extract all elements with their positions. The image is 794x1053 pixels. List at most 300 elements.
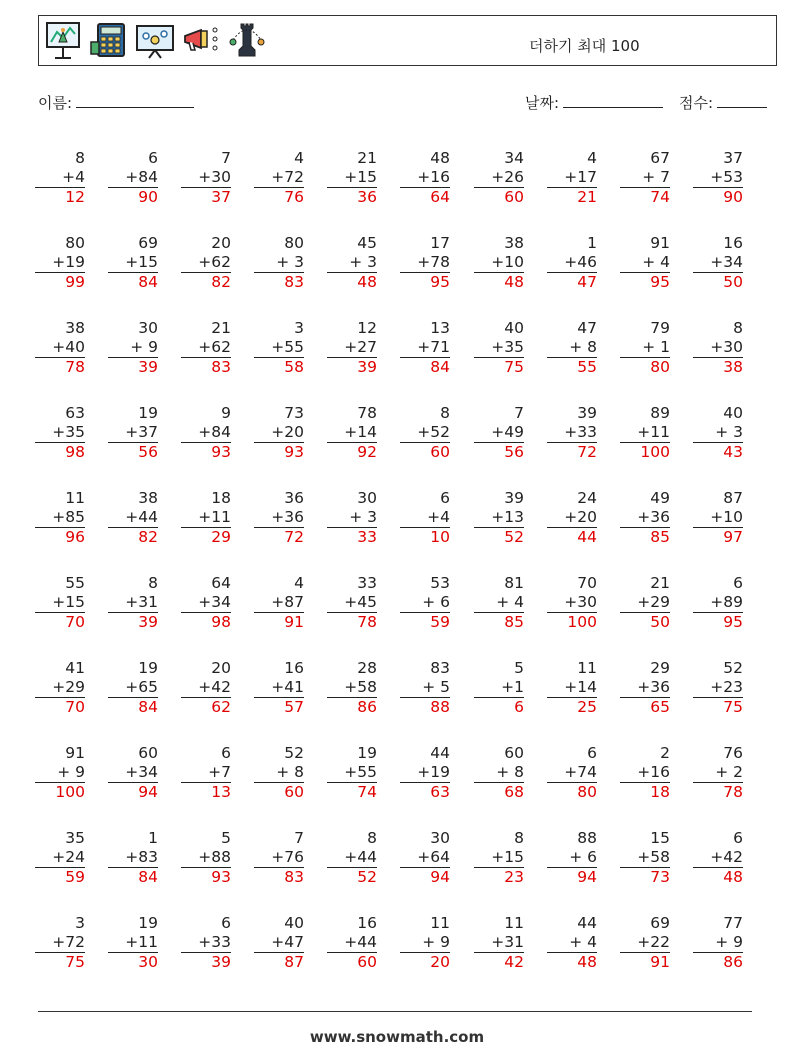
second-addend: +89 [710, 593, 743, 611]
answer: 95 [400, 272, 450, 292]
second-addend: + 3 [715, 423, 743, 441]
first-addend: 34 [504, 149, 524, 167]
score-field [679, 92, 767, 113]
second-addend: +15 [344, 168, 377, 186]
first-addend: 38 [504, 234, 524, 252]
addition-problem [693, 659, 743, 717]
first-addend: 41 [65, 659, 85, 677]
answer: 92 [327, 442, 377, 462]
footer-divider [38, 1011, 752, 1012]
second-addend: +36 [637, 508, 670, 526]
second-addend: +30 [564, 593, 597, 611]
first-addend: 1 [148, 829, 158, 847]
second-addend: + 3 [349, 253, 377, 271]
first-addend: 88 [577, 829, 597, 847]
answer: 90 [693, 187, 743, 207]
second-addend: +34 [198, 593, 231, 611]
addition-problem [35, 829, 85, 887]
answer: 100 [620, 442, 670, 462]
second-addend: +72 [52, 933, 85, 951]
second-addend: +74 [564, 763, 597, 781]
answer: 57 [254, 697, 304, 717]
second-addend: + 5 [422, 678, 450, 696]
second-addend: +52 [417, 423, 450, 441]
addition-problem [35, 744, 85, 802]
addition-problem [35, 574, 85, 632]
second-addend: +16 [637, 763, 670, 781]
first-addend: 60 [504, 744, 524, 762]
second-addend: +36 [271, 508, 304, 526]
addition-problem [547, 489, 597, 547]
first-addend: 13 [430, 319, 450, 337]
name-field [38, 92, 194, 113]
second-addend: +17 [564, 168, 597, 186]
first-addend: 8 [440, 404, 450, 422]
answer: 94 [108, 782, 158, 802]
second-addend: + 4 [642, 253, 670, 271]
first-addend: 40 [723, 404, 743, 422]
addition-problem [254, 744, 304, 802]
addition-problem [547, 234, 597, 292]
second-addend: +34 [710, 253, 743, 271]
addition-problem [547, 319, 597, 377]
answer: 75 [693, 697, 743, 717]
addition-problem [474, 234, 524, 292]
answer: 39 [108, 612, 158, 632]
second-addend: + 9 [57, 763, 85, 781]
first-addend: 80 [65, 234, 85, 252]
second-addend: +84 [198, 423, 231, 441]
date-line [563, 92, 663, 108]
answer: 74 [620, 187, 670, 207]
first-addend: 40 [284, 914, 304, 932]
second-addend: +88 [198, 848, 231, 866]
first-addend: 38 [65, 319, 85, 337]
addition-problem [547, 744, 597, 802]
answer: 75 [474, 357, 524, 377]
answer: 95 [693, 612, 743, 632]
chess-strategy-icon [227, 20, 267, 60]
first-addend: 5 [514, 659, 524, 677]
first-addend: 69 [138, 234, 158, 252]
second-addend: +16 [417, 168, 450, 186]
answer: 60 [327, 952, 377, 972]
second-addend: +27 [344, 338, 377, 356]
addition-problem [108, 149, 158, 207]
second-addend: + 3 [349, 508, 377, 526]
addition-problem [400, 659, 450, 717]
first-addend: 73 [284, 404, 304, 422]
addition-problem [254, 489, 304, 547]
first-addend: 89 [650, 404, 670, 422]
second-addend: + 2 [715, 763, 743, 781]
addition-problem [547, 149, 597, 207]
second-addend: +35 [52, 423, 85, 441]
second-addend: +19 [52, 253, 85, 271]
answer: 91 [254, 612, 304, 632]
second-addend: +20 [271, 423, 304, 441]
second-addend: + 1 [642, 338, 670, 356]
first-addend: 28 [357, 659, 377, 677]
first-addend: 11 [577, 659, 597, 677]
first-addend: 16 [357, 914, 377, 932]
second-addend: +11 [198, 508, 231, 526]
first-addend: 77 [723, 914, 743, 932]
first-addend: 11 [65, 489, 85, 507]
first-addend: 4 [294, 574, 304, 592]
first-addend: 11 [504, 914, 524, 932]
second-addend: +65 [125, 678, 158, 696]
second-addend: +14 [344, 423, 377, 441]
date-field [525, 92, 663, 113]
addition-problem [254, 404, 304, 462]
addition-problem [327, 659, 377, 717]
addition-problem [181, 489, 231, 547]
first-addend: 91 [65, 744, 85, 762]
second-addend: +4 [427, 508, 450, 526]
addition-problem [108, 319, 158, 377]
answer: 85 [620, 527, 670, 547]
second-addend: + 7 [642, 168, 670, 186]
second-addend: +7 [208, 763, 231, 781]
name-label: 이름: [38, 94, 73, 112]
first-addend: 7 [294, 829, 304, 847]
answer: 86 [693, 952, 743, 972]
addition-problem [181, 319, 231, 377]
answer: 100 [547, 612, 597, 632]
second-addend: +36 [637, 678, 670, 696]
answer: 58 [254, 357, 304, 377]
second-addend: +85 [52, 508, 85, 526]
second-addend: +15 [125, 253, 158, 271]
addition-problem [620, 149, 670, 207]
addition-problem [400, 744, 450, 802]
first-addend: 6 [148, 149, 158, 167]
addition-problem [181, 404, 231, 462]
answer: 37 [181, 187, 231, 207]
answer: 29 [181, 527, 231, 547]
footer-site: www.snowmath.com [309, 1028, 485, 1046]
answer: 72 [254, 527, 304, 547]
answer: 48 [474, 272, 524, 292]
answer: 48 [693, 867, 743, 887]
addition-problem [620, 829, 670, 887]
second-addend: +13 [491, 508, 524, 526]
second-addend: +10 [491, 253, 524, 271]
first-addend: 48 [430, 149, 450, 167]
answer: 63 [400, 782, 450, 802]
first-addend: 52 [723, 659, 743, 677]
answer: 55 [547, 357, 597, 377]
first-addend: 44 [577, 914, 597, 932]
second-addend: +24 [52, 848, 85, 866]
answer: 100 [35, 782, 85, 802]
addition-problem [400, 914, 450, 972]
addition-problem [693, 489, 743, 547]
answer: 86 [327, 697, 377, 717]
answer: 73 [620, 867, 670, 887]
answer: 84 [108, 867, 158, 887]
addition-problem [181, 574, 231, 632]
first-addend: 8 [75, 149, 85, 167]
answer: 98 [181, 612, 231, 632]
addition-problem [108, 574, 158, 632]
answer: 50 [620, 612, 670, 632]
first-addend: 3 [294, 319, 304, 337]
first-addend: 19 [357, 744, 377, 762]
second-addend: +23 [710, 678, 743, 696]
answer: 48 [327, 272, 377, 292]
addition-problem [254, 574, 304, 632]
first-addend: 15 [650, 829, 670, 847]
first-addend: 44 [430, 744, 450, 762]
second-addend: + 6 [569, 848, 597, 866]
addition-problem [620, 234, 670, 292]
first-addend: 78 [357, 404, 377, 422]
addition-problem [327, 744, 377, 802]
first-addend: 29 [650, 659, 670, 677]
answer: 64 [400, 187, 450, 207]
addition-problem [35, 234, 85, 292]
answer: 52 [327, 867, 377, 887]
answer: 59 [400, 612, 450, 632]
addition-problem [254, 829, 304, 887]
answer: 60 [254, 782, 304, 802]
addition-problem [108, 234, 158, 292]
second-addend: +64 [417, 848, 450, 866]
answer: 65 [620, 697, 670, 717]
first-addend: 55 [65, 574, 85, 592]
first-addend: 39 [504, 489, 524, 507]
second-addend: +44 [125, 508, 158, 526]
header-box [38, 15, 777, 66]
answer: 18 [620, 782, 670, 802]
second-addend: + 6 [422, 593, 450, 611]
second-addend: +62 [198, 253, 231, 271]
score-line [717, 92, 767, 108]
answer: 93 [181, 442, 231, 462]
addition-problem [108, 489, 158, 547]
second-addend: +11 [637, 423, 670, 441]
first-addend: 20 [211, 659, 231, 677]
first-addend: 19 [138, 914, 158, 932]
first-addend: 64 [211, 574, 231, 592]
addition-problem [327, 489, 377, 547]
addition-problem [400, 829, 450, 887]
addition-problem [108, 829, 158, 887]
first-addend: 79 [650, 319, 670, 337]
answer: 94 [400, 867, 450, 887]
first-addend: 7 [221, 149, 231, 167]
answer: 56 [108, 442, 158, 462]
addition-problem [547, 659, 597, 717]
addition-problem [400, 149, 450, 207]
first-addend: 12 [357, 319, 377, 337]
addition-problem [620, 744, 670, 802]
worksheet-title: 더하기 최대 100 [529, 37, 640, 55]
header-icons [43, 20, 267, 60]
first-addend: 63 [65, 404, 85, 422]
name-line [76, 92, 194, 108]
answer: 78 [327, 612, 377, 632]
first-addend: 67 [650, 149, 670, 167]
second-addend: +47 [271, 933, 304, 951]
answer: 52 [474, 527, 524, 547]
second-addend: +42 [710, 848, 743, 866]
answer: 50 [693, 272, 743, 292]
answer: 39 [327, 357, 377, 377]
second-addend: +58 [637, 848, 670, 866]
answer: 36 [327, 187, 377, 207]
answer: 59 [35, 867, 85, 887]
second-addend: +29 [52, 678, 85, 696]
first-addend: 6 [221, 914, 231, 932]
answer: 48 [547, 952, 597, 972]
answer: 96 [35, 527, 85, 547]
first-addend: 4 [587, 149, 597, 167]
first-addend: 19 [138, 404, 158, 422]
answer: 43 [693, 442, 743, 462]
answer: 84 [108, 697, 158, 717]
second-addend: +53 [710, 168, 743, 186]
addition-problem [474, 319, 524, 377]
answer: 10 [400, 527, 450, 547]
addition-problem [620, 914, 670, 972]
answer: 30 [108, 952, 158, 972]
addition-problem [35, 319, 85, 377]
second-addend: +46 [564, 253, 597, 271]
answer: 42 [474, 952, 524, 972]
first-addend: 76 [723, 744, 743, 762]
second-addend: +58 [344, 678, 377, 696]
answer: 74 [327, 782, 377, 802]
addition-problem [400, 234, 450, 292]
addition-problem [327, 574, 377, 632]
second-addend: +34 [125, 763, 158, 781]
addition-problem [400, 574, 450, 632]
first-addend: 33 [357, 574, 377, 592]
addition-problem [35, 404, 85, 462]
addition-problem [474, 829, 524, 887]
first-addend: 16 [284, 659, 304, 677]
addition-problem [181, 744, 231, 802]
second-addend: +31 [125, 593, 158, 611]
second-addend: +19 [417, 763, 450, 781]
answer: 72 [547, 442, 597, 462]
first-addend: 7 [514, 404, 524, 422]
second-addend: +30 [710, 338, 743, 356]
answer: 83 [181, 357, 231, 377]
addition-problem [547, 574, 597, 632]
first-addend: 6 [440, 489, 450, 507]
addition-problem [693, 319, 743, 377]
second-addend: + 9 [422, 933, 450, 951]
first-addend: 21 [650, 574, 670, 592]
first-addend: 49 [650, 489, 670, 507]
answer: 82 [108, 527, 158, 547]
second-addend: +33 [198, 933, 231, 951]
first-addend: 30 [357, 489, 377, 507]
second-addend: +4 [62, 168, 85, 186]
presentation-board-icon [135, 20, 175, 60]
second-addend: +15 [491, 848, 524, 866]
first-addend: 21 [357, 149, 377, 167]
answer: 70 [35, 697, 85, 717]
first-addend: 70 [577, 574, 597, 592]
answer: 62 [181, 697, 231, 717]
addition-problem [400, 319, 450, 377]
addition-problem [693, 574, 743, 632]
addition-problem [254, 234, 304, 292]
addition-problem [620, 574, 670, 632]
first-addend: 39 [577, 404, 597, 422]
answer: 95 [620, 272, 670, 292]
answer: 97 [693, 527, 743, 547]
second-addend: +37 [125, 423, 158, 441]
addition-problem [327, 829, 377, 887]
addition-problem [620, 489, 670, 547]
second-addend: + 4 [496, 593, 524, 611]
second-addend: +15 [52, 593, 85, 611]
first-addend: 81 [504, 574, 524, 592]
addition-problem [474, 404, 524, 462]
addition-problem [327, 914, 377, 972]
first-addend: 53 [430, 574, 450, 592]
second-addend: +11 [125, 933, 158, 951]
first-addend: 6 [733, 829, 743, 847]
addition-problem [181, 659, 231, 717]
addition-problem [327, 404, 377, 462]
addition-problem [693, 744, 743, 802]
second-addend: + 8 [569, 338, 597, 356]
second-addend: +55 [344, 763, 377, 781]
answer: 38 [693, 357, 743, 377]
answer: 84 [400, 357, 450, 377]
answer: 99 [35, 272, 85, 292]
second-addend: +14 [564, 678, 597, 696]
addition-problem [181, 914, 231, 972]
addition-problem [474, 744, 524, 802]
first-addend: 60 [138, 744, 158, 762]
answer: 39 [181, 952, 231, 972]
second-addend: +78 [417, 253, 450, 271]
addition-problem [181, 149, 231, 207]
first-addend: 36 [284, 489, 304, 507]
first-addend: 30 [138, 319, 158, 337]
first-addend: 16 [723, 234, 743, 252]
addition-problem [108, 404, 158, 462]
first-addend: 87 [723, 489, 743, 507]
answer: 82 [181, 272, 231, 292]
answer: 6 [474, 697, 524, 717]
addition-problem [474, 489, 524, 547]
addition-problem [547, 404, 597, 462]
answer: 83 [254, 867, 304, 887]
second-addend: +44 [344, 848, 377, 866]
first-addend: 35 [65, 829, 85, 847]
first-addend: 30 [430, 829, 450, 847]
addition-problem [181, 234, 231, 292]
answer: 21 [547, 187, 597, 207]
first-addend: 21 [211, 319, 231, 337]
answer: 91 [620, 952, 670, 972]
second-addend: +22 [637, 933, 670, 951]
answer: 98 [35, 442, 85, 462]
first-addend: 1 [587, 234, 597, 252]
first-addend: 18 [211, 489, 231, 507]
answer: 25 [547, 697, 597, 717]
second-addend: +42 [198, 678, 231, 696]
